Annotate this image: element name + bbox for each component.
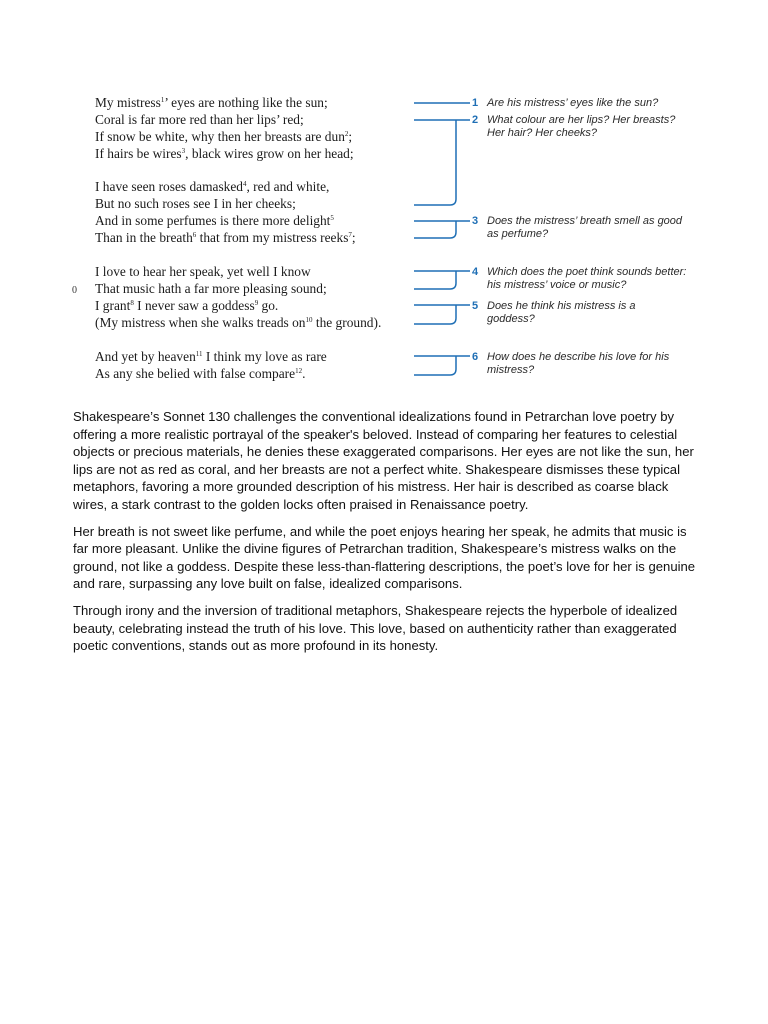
- footnote-marker: 6: [192, 231, 197, 239]
- question-number: 1: [472, 97, 479, 109]
- poem-line: But no such roses see I in her cheeks;: [95, 196, 296, 211]
- sonnet-figure: [68, 88, 708, 388]
- poem-line: I have seen roses damasked$^4$, red and white,: [95, 179, 330, 194]
- poem-line: (My mistress when she walks treads $on^{10}$ the ground).: [95, 315, 382, 330]
- essay-body: [73, 408, 698, 664]
- question-number: 4: [472, 266, 479, 278]
- footnote-marker: 10: [305, 316, 313, 324]
- footnote-marker: 11: [195, 350, 203, 358]
- footnote-marker: 3: [181, 147, 186, 155]
- footnote-marker: 8: [130, 299, 134, 307]
- question-number: 3: [472, 215, 479, 227]
- footnote-marker: 9: [254, 299, 259, 307]
- connector-q2: [414, 120, 470, 205]
- poem-line: My mistress$^1$’ eyes are nothing like the sun;: [95, 95, 328, 110]
- footnote-marker: 12: [295, 367, 303, 375]
- footnote-marker: 7: [348, 231, 352, 239]
- footnote-marker: 4: [242, 180, 247, 188]
- poem-line: That music hath a far more pleasing sound;: [95, 281, 327, 296]
- poem-line: If snow be white, why then her breasts are dun$^2$;: [95, 129, 353, 144]
- connector-q5: [414, 305, 470, 324]
- question-text: How does he describe his love for his mistress?: [487, 351, 670, 376]
- footnote-marker: 5: [330, 214, 334, 222]
- question-text: Which does the poet think sounds better: his mistress’ voice or music?: [487, 266, 687, 291]
- poem-line: I grant$^8$ I never saw a goddess$^9$ go.: [95, 298, 279, 313]
- connector-q3: [414, 221, 470, 238]
- connector-q6: [414, 356, 470, 375]
- question-text: Does he think his mistress is a goddess?: [487, 300, 636, 325]
- footnote-marker: 2: [344, 130, 349, 138]
- poem-line: And yet by heaven$^{11}$ I think my love as rare: [95, 349, 327, 364]
- poem-line: As any she belied with false compare$^{12}$.: [95, 366, 306, 381]
- essay-paragraph: Her breath is not sweet like perfume, and while the poet enjoys hearing her speak, he admits that music is far more pleasant. Unlike the divine figures of Petrarchan tradition, Shakespeare’s mistress walks on the ground, not like a goddess. Despite these less-than-flattering descriptions, the poet’s love for her is genuine and rare, surpassing any love built on false, idealized comparisons.: [73, 523, 696, 592]
- essay-paragraph: Through irony and the inversion of traditional metaphors, Shakespeare rejects the hyperbole of idealized beauty, celebrating instead the truth of his love. This love, based on authenticity rather than exaggerated poetic conventions, stands out as more profound in its honesty.: [73, 602, 678, 654]
- connector-q4: [414, 271, 470, 289]
- poem-line: And in some perfumes is there more delight$^5$: [95, 213, 334, 228]
- line-number-marker: 0: [72, 285, 77, 296]
- essay-paragraph: Shakespeare’s Sonnet 130 challenges the conventional idealizations found in Petrarchan love poetry by offering a more realistic portrayal of the speaker's beloved. Instead of comparing her features to celestial objects or precious materials, he denies these exaggerated comparisons. Her eyes are not like the sun, her lips are not as red as coral, and her breasts are not a perfect white. Shakespeare dismisses these typical metaphors, favoring a more grounded description of his mistress. Her hair is described as coarse black wires, a stark contrast to the golden locks often praised in Renaissance poetry.: [73, 409, 694, 512]
- question-number: 6: [472, 351, 479, 363]
- poem-line: I love to hear her speak, yet well I know: [95, 264, 311, 279]
- poem-line: Coral is far more red than her lips’ red;: [95, 112, 304, 127]
- footnote-marker: 1: [160, 96, 165, 104]
- question-number: 5: [472, 300, 479, 312]
- question-text: What colour are her lips? Her breasts? Her hair? Her cheeks?: [487, 114, 676, 139]
- question-text: Does the mistress’ breath smell as good as perfume?: [487, 215, 683, 240]
- question-text: Are his mistress’ eyes like the sun?: [487, 97, 659, 109]
- poem-line: If hairs be wires$^3$, black wires grow on her head;: [95, 146, 354, 161]
- poem-line: Than in the breath$^6$ that from my mistress reeks$^7$;: [95, 230, 356, 245]
- question-number: 2: [472, 114, 479, 126]
